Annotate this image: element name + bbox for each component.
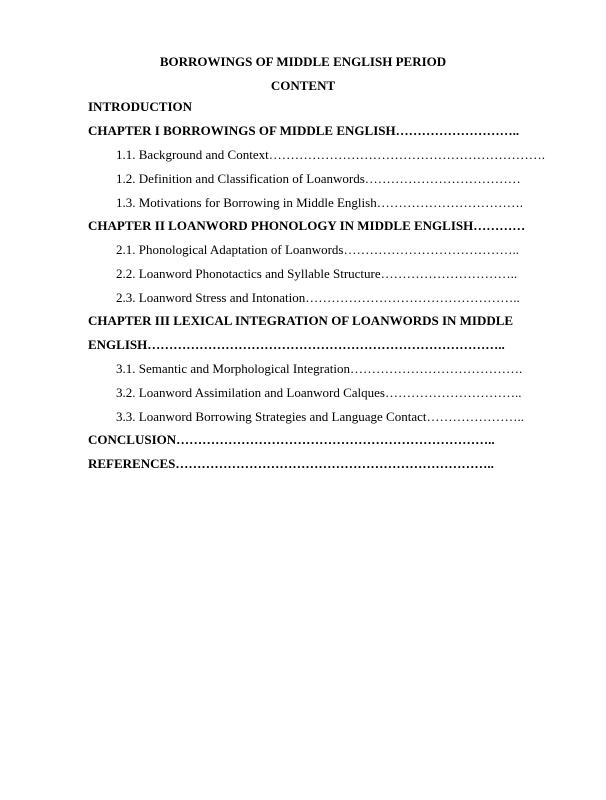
toc-conclusion: CONCLUSION………………………………………………………………..	[88, 432, 495, 447]
document-title: BORROWINGS OF MIDDLE ENGLISH PERIOD	[159, 54, 447, 69]
contents-heading: CONTENT	[270, 78, 336, 93]
toc-section-3-1: 3.1. Semantic and Morphological Integration………………………………….	[116, 361, 523, 376]
toc-section-2-1: 2.1. Phonological Adaptation of Loanwords…………………………………..	[116, 242, 519, 257]
toc-section-1-3: 1.3. Motivations for Borrowing in Middle English…………………………….	[116, 195, 523, 210]
toc-introduction: INTRODUCTION	[88, 99, 193, 114]
toc-chapter-3-line-2: ENGLISH………………………………………………………………………..	[88, 337, 505, 352]
toc-chapter-3-line-1: CHAPTER III LEXICAL INTEGRATION OF LOANWORDS IN MIDDLE	[88, 313, 514, 328]
toc-references: REFERENCES………………………………………………………………..	[88, 456, 494, 471]
toc-section-3-2: 3.2. Loanword Assimilation and Loanword Calques…………………………..	[116, 385, 522, 400]
toc-section-1-2: 1.2. Definition and Classification of Loanwords………………………………	[116, 171, 521, 186]
toc-section-1-1: 1.1. Background and Context……………………………………………………….	[116, 147, 545, 162]
toc-section-2-2: 2.2. Loanword Phonotactics and Syllable Structure…………………………..	[116, 266, 518, 281]
toc-chapter-1: CHAPTER I BORROWINGS OF MIDDLE ENGLISH………………………..	[88, 123, 520, 138]
toc-section-2-3: 2.3. Loanword Stress and Intonation…………………………………………..	[116, 290, 520, 305]
toc-chapter-2: CHAPTER II LOANWORD PHONOLOGY IN MIDDLE ENGLISH…………	[88, 218, 526, 233]
toc-section-3-3: 3.3. Loanword Borrowing Strategies and Language Contact…………………..	[116, 409, 524, 424]
